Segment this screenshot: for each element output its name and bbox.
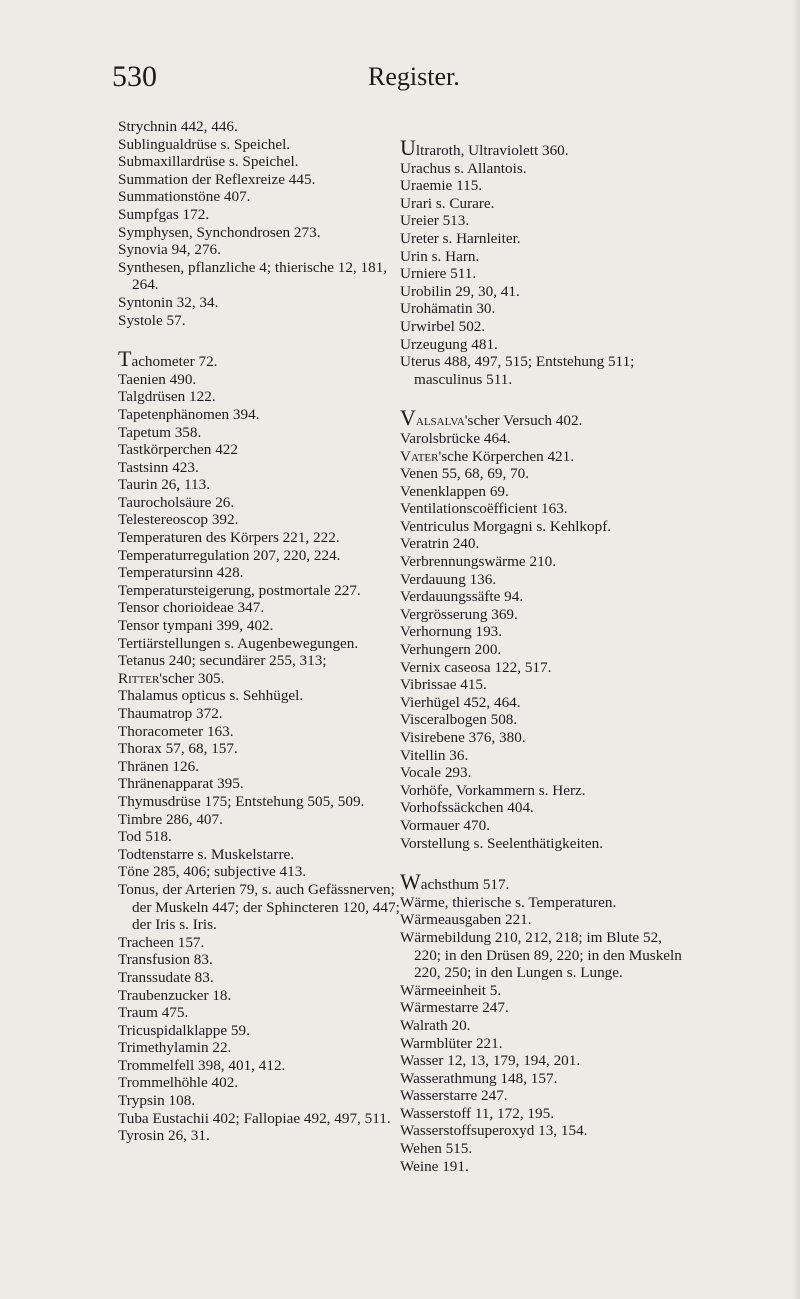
index-entry [118,224,403,242]
index-entry [400,283,690,301]
entry-text: Thränenapparat 395. [118,775,244,793]
index-entry [400,518,690,536]
index-entry [400,1122,690,1140]
entry-text: Tastsinn 423. [118,458,199,476]
entry-text: Wasserathmung 148, 157. [400,1069,558,1087]
index-entry [118,758,403,776]
entry-text: Wärmebildung 210, 212, 218; im Blute 52, 220; in den Drüsen 89, 220; in den Muskeln 220, 250; in den Lungen s. Lunge. [400,928,682,982]
index-entry [400,1158,690,1176]
index-entry [118,388,403,406]
index-entry [400,160,690,178]
index-entry [400,1087,690,1105]
index-entry [400,1017,690,1035]
index-entry [400,869,690,895]
entry-text: Summationstöne 407. [118,188,251,206]
entry-text: Telestereoscop 392. [118,511,239,529]
entry-text: 'scher Versuch 402. [464,412,583,430]
index-entry [400,553,690,571]
index-entry [118,652,403,670]
index-entry [118,547,403,565]
entry-text: Wasser 12, 13, 179, 194, 201. [400,1052,581,1070]
entry-text: Verhornung 193. [400,623,503,641]
index-entry [400,430,690,448]
entry-text: Verdauung 136. [400,570,497,588]
entry-text: Tertiärstellungen s. Augenbewegungen. [118,634,359,652]
entry-text: Synovia 94, 276. [118,241,221,259]
entry-text: Symphysen, Synchondrosen 273. [118,223,321,241]
index-entry [118,406,403,424]
entry-text: Traum 475. [118,1004,189,1022]
index-entry [118,1074,403,1092]
entry-text: Vormauer 470. [400,816,490,834]
entry-text: Timbre 286, 407. [118,810,223,828]
entry-text: Tensor tympani 399, 402. [118,617,274,635]
index-entry [400,1052,690,1070]
index-entry [118,424,403,442]
entry-text: Taurin 26, 113. [118,476,211,494]
entry-text: Temperatursteigerung, postmortale 227. [118,581,361,599]
index-entry [400,1140,690,1158]
entry-text: Uraemie 115. [400,177,483,195]
small-caps-name: Vater [400,447,439,465]
entry-text: Walrath 20. [400,1016,471,1034]
index-entry [118,494,403,512]
entry-text: Urwirbel 502. [400,317,486,335]
index-entry [118,564,403,582]
section-initial: V [400,405,416,431]
entry-text: Summation der Reflexreize 445. [118,170,316,188]
index-entry [400,353,690,388]
index-entry [118,476,403,494]
index-entry [118,1022,403,1040]
entry-text: Trimethylamin 22. [118,1039,232,1057]
index-entry [118,153,403,171]
index-entry [400,1105,690,1123]
index-entry [400,747,690,765]
index-entry [118,529,403,547]
small-caps-name: alsalva [415,412,465,430]
entry-text: Thorax 57, 68, 157. [118,740,238,758]
entry-text: Traubenzucker 18. [118,986,232,1004]
index-entry [118,687,403,705]
index-entry [400,265,690,283]
entry-text: Töne 285, 406; subjective 413. [118,863,307,881]
section-break [400,388,690,409]
entry-text: Tensor chorioideae 347. [118,599,265,617]
entry-text: achsthum 517. [420,876,510,894]
index-entry [118,241,403,259]
entry-text: Vergrösserung 369. [400,605,518,623]
page-edge-shadow [792,0,800,1299]
entry-text: Visirebene 376, 380. [400,729,526,746]
index-entry [118,441,403,459]
index-entry [118,371,403,389]
index-entry [400,135,690,160]
index-entry [400,483,690,501]
entry-text: Ureter s. Harnleiter. [400,229,521,247]
entry-text: Wehen 515. [400,1140,473,1158]
entry-text: Trypsin 108. [118,1092,196,1110]
entry-text: Tetanus 240; secundärer 255, 313; [118,652,327,670]
entry-text: Tuba Eustachii 402; Fallopiae 492, 497, 511. [118,1109,391,1127]
index-entry [118,846,403,864]
section-initial: U [400,135,416,160]
entry-text: Tastkörperchen 422 [118,441,238,459]
entry-text: Urzeugung 481. [400,335,498,353]
index-entry [400,929,690,982]
index-entry [400,982,690,1000]
entry-text: Warmblüter 221. [400,1034,503,1052]
entry-text: Thymusdrüse 175; Entstehung 505, 509. [118,792,365,810]
entry-text: Wärmeausgaben 221. [400,911,532,929]
index-column-left [118,118,403,1145]
index-entry [118,259,403,294]
index-entry [118,934,403,952]
index-entry [118,987,403,1005]
index-entry [400,782,690,800]
section-initial: T [118,346,132,372]
index-entry [400,1070,690,1088]
entry-text: Strychnin 442, 446. [118,118,238,135]
index-entry [118,171,403,189]
index-entry [118,188,403,206]
entry-text: Taurocholsäure 26. [118,493,235,511]
index-entry [400,676,690,694]
index-entry [118,863,403,881]
index-entry [400,300,690,318]
index-entry [118,1127,403,1145]
entry-text: Systole 57. [118,311,186,329]
entry-text: Tricuspidalklappe 59. [118,1021,250,1039]
entry-text: Todtenstarre s. Muskelstarre. [118,845,295,863]
entry-text: Vierhügel 452, 464. [400,693,521,711]
entry-text: Wärmestarre 247. [400,999,509,1017]
entry-text: Vorstellung s. Seelenthätigkeiten. [400,834,604,852]
entry-text: Vernix caseosa 122, 517. [400,658,552,676]
entry-text: Taenien 490. [118,370,197,388]
index-entry [118,346,403,372]
index-entry [118,1004,403,1022]
entry-text: Urniere 511. [400,265,477,283]
entry-text: Tod 518. [118,828,172,846]
entry-text: Wasserstoff 11, 172, 195. [400,1104,555,1122]
entry-text: Wasserstarre 247. [400,1087,508,1105]
entry-text: Transfusion 83. [118,951,213,969]
entry-text: Submaxillardrüse s. Speichel. [118,153,299,171]
index-entry [118,294,403,312]
index-entry [400,729,690,747]
entry-text: 'scher 305. [159,669,225,687]
index-entry [118,312,403,330]
index-entry [400,195,690,213]
index-entry [400,318,690,336]
index-entry [400,336,690,354]
section-break [118,329,403,350]
entry-text: Verbrennungswärme 210. [400,553,557,571]
index-entry [400,623,690,641]
index-entry [118,811,403,829]
index-entry [400,535,690,553]
index-entry [400,711,690,729]
entry-text: Verhungern 200. [400,641,502,659]
entry-text: Ventilationscoëfficient 163. [400,500,568,518]
index-entry [400,500,690,518]
index-entry [400,177,690,195]
entry-text: Wärmeeinheit 5. [400,981,502,999]
index-entry [118,599,403,617]
section-break [400,852,690,873]
index-entry [118,1110,403,1128]
entry-text: Venen 55, 68, 69, 70. [400,465,530,483]
index-entry [400,817,690,835]
index-entry [118,705,403,723]
entry-text: Urobilin 29, 30, 41. [400,282,520,300]
entry-text: Venenklappen 69. [400,482,509,500]
index-entry [400,799,690,817]
index-entry [118,617,403,635]
page-number: 530 [112,60,157,93]
entry-text: Trommelhöhle 402. [118,1074,239,1092]
entry-text: Synthesen, pflanzliche 4; thierische 12, 181, 264. [118,258,388,294]
entry-text: Transsudate 83. [118,968,214,986]
index-entry [118,969,403,987]
entry-text: Urachus s. Allantois. [400,159,527,177]
index-entry [118,828,403,846]
small-caps-name: Ritter [118,669,160,687]
entry-text: Veratrin 240. [400,535,480,553]
index-entry [400,659,690,677]
entry-text: Varolsbrücke 464. [400,429,511,447]
index-entry [400,248,690,266]
entry-text: Urohämatin 30. [400,300,496,318]
index-entry [118,1092,403,1110]
index-entry [118,723,403,741]
entry-text: Vibrissae 415. [400,676,487,694]
entry-text: Tapetenphänomen 394. [118,405,260,423]
index-entry [400,894,690,912]
entry-text: Tonus, der Arterien 79, s. auch Gefässnerven; der Muskeln 447; der Sphincteren 120, 447; der Iris s. Iris. [118,880,400,934]
entry-text: Weine 191. [400,1157,469,1175]
index-entry [400,588,690,606]
entry-text: Vorhofssäckchen 404. [400,799,534,817]
index-entry [118,635,403,653]
index-entry [400,911,690,929]
entry-text: Tapetum 358. [118,423,202,441]
entry-text: Temperaturregulation 207, 220, 224. [118,546,341,564]
index-entry [118,206,403,224]
entry-text: Tyrosin 26, 31. [118,1127,210,1145]
running-head: Register. [368,62,460,91]
entry-text: Syntonin 32, 34. [118,293,219,311]
entry-text: Vitellin 36. [400,746,469,764]
index-entry [118,793,403,811]
index-entry [118,1039,403,1057]
entry-text: Wärme, thierische s. Temperaturen. [400,893,617,911]
entry-text: Trommelfell 398, 401, 412. [118,1056,286,1074]
index-entry [400,999,690,1017]
index-entry [118,670,403,688]
index-entry [118,740,403,758]
index-entry [118,582,403,600]
index-entry [400,641,690,659]
index-entry [400,764,690,782]
index-entry [400,606,690,624]
entry-text: Ventriculus Morgagni s. Kehlkopf. [400,517,612,535]
entry-text: Urin s. Harn. [400,247,480,265]
entry-text: Vocale 293. [400,764,472,782]
index-entry [400,230,690,248]
entry-text: Thaumatrop 372. [118,705,223,722]
entry-text: Vorhöfe, Vorkammern s. Herz. [400,781,586,799]
index-entry [118,118,403,136]
entry-text: ltraroth, Ultraviolett 360. [415,142,569,159]
entry-text: Temperaturen des Körpers 221, 222. [118,529,340,547]
index-entry [400,694,690,712]
entry-text: Ureier 513. [400,212,470,230]
index-entry [400,405,690,431]
entry-text: Thalamus opticus s. Sehhügel. [118,687,304,705]
section-initial: W [400,869,421,895]
entry-text: Sumpfgas 172. [118,205,210,223]
index-entry [400,571,690,589]
index-entry [118,881,403,934]
entry-text: Uterus 488, 497, 515; Entstehung 511; masculinus 511. [400,353,635,388]
index-entry [118,1057,403,1075]
index-entry [118,951,403,969]
index-entry [400,1035,690,1053]
entry-text: achometer 72. [131,353,218,371]
entry-text: Thränen 126. [118,757,199,775]
entry-text: Visceralbogen 508. [400,711,518,729]
index-entry [400,465,690,483]
index-entry [400,448,690,466]
index-entry [118,136,403,154]
index-entry [118,775,403,793]
index-entry [400,835,690,853]
entry-text: Temperatursinn 428. [118,564,244,582]
entry-text: Sublingualdrüse s. Speichel. [118,135,291,153]
index-entry [400,212,690,230]
entry-text: Talgdrüsen 122. [118,388,216,406]
index-entry [118,511,403,529]
entry-text: Wasserstoffsuperoxyd 13, 154. [400,1122,588,1140]
index-column-right [400,135,690,1175]
entry-text: Verdauungssäfte 94. [400,588,524,606]
entry-text: Tracheen 157. [118,933,205,951]
entry-text: 'sche Körperchen 421. [438,447,575,465]
entry-text: Urari s. Curare. [400,194,495,212]
index-entry [118,459,403,477]
entry-text: Thoracometer 163. [118,722,234,740]
